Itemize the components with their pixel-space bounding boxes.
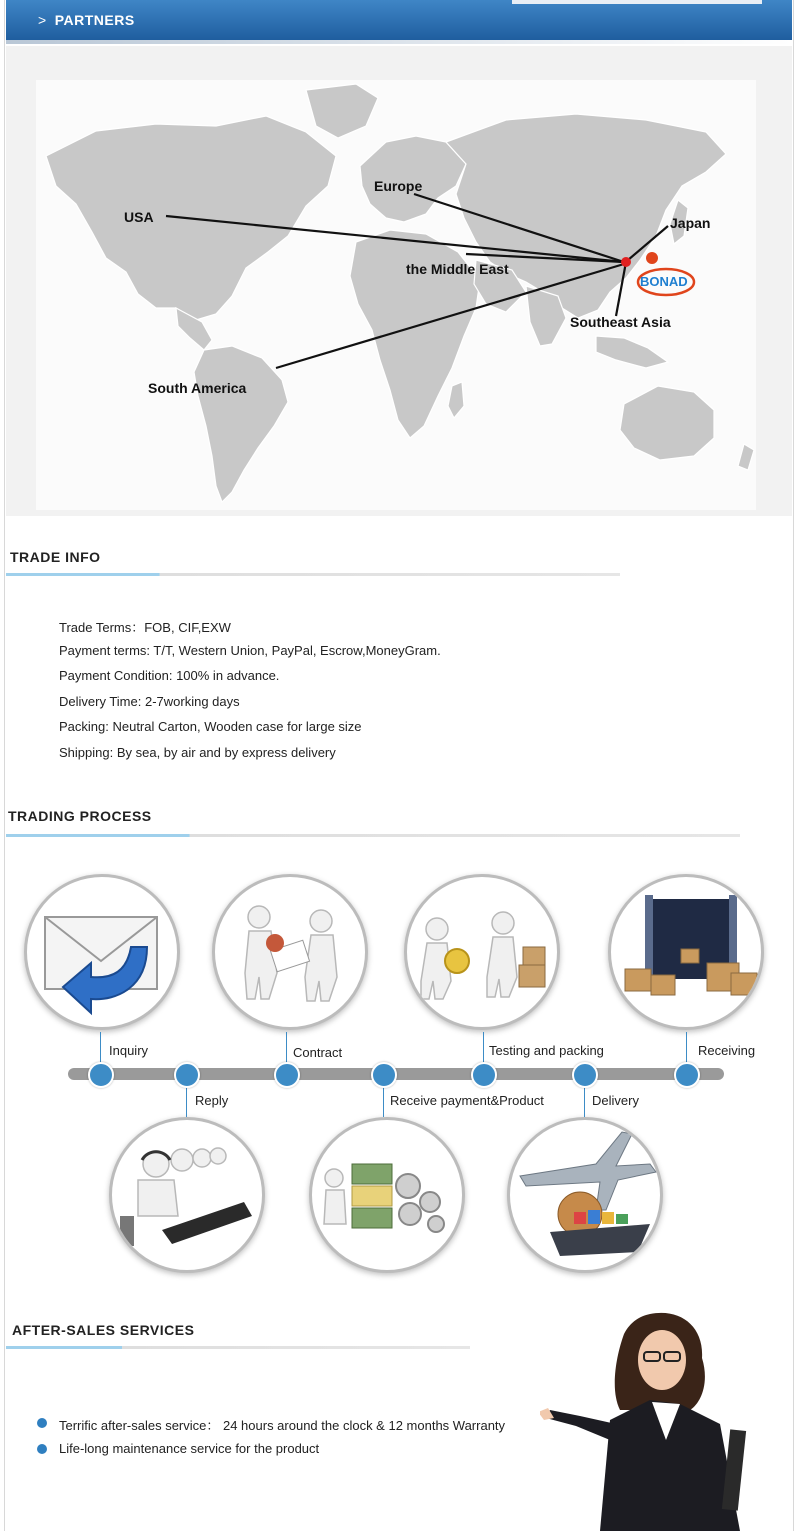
step-dot-payment	[371, 1062, 397, 1088]
continent-south-america	[194, 346, 288, 502]
figures-testing-icon	[421, 912, 517, 999]
delivery-time-line: Delivery Time: 2-7working days	[59, 694, 240, 709]
step-dot-inquiry	[88, 1062, 114, 1088]
region-japan: Japan	[670, 215, 711, 231]
continent-australia	[620, 386, 714, 460]
businesswoman-image	[540, 1300, 770, 1531]
step-label-delivery: Delivery	[592, 1093, 639, 1108]
step-dot-contract	[274, 1062, 300, 1088]
testing-packing-image	[404, 874, 560, 1030]
trading-process-title: TRADING PROCESS	[8, 808, 152, 824]
reply-image	[109, 1117, 265, 1273]
bullet-icon	[37, 1418, 47, 1428]
brand-logo: BONAD	[640, 274, 688, 289]
after-sales-line-1: Terrific after-sales service： 24 hours around the clock & 12 months Warranty	[59, 1418, 506, 1433]
islands-southeast-asia	[596, 336, 668, 368]
region-south-america: South America	[148, 380, 247, 396]
chevron-right-icon: >	[38, 12, 47, 28]
banner-tab-strip	[512, 0, 762, 4]
step-label-reply: Reply	[195, 1093, 229, 1108]
region-middle-east: the Middle East	[406, 261, 509, 277]
payment-terms-line: Payment terms: T/T, Western Union, PayPal, Escrow,MoneyGram.	[59, 643, 441, 658]
payment-condition-line: Payment Condition: 100% in advance.	[59, 668, 280, 683]
island-new-zealand	[738, 444, 754, 470]
trade-info-rule	[6, 573, 620, 576]
hub-dot-icon	[621, 257, 631, 267]
world-map	[6, 46, 792, 516]
bullet-icon	[37, 1444, 47, 1454]
partners-banner	[6, 0, 792, 40]
contract-image	[212, 874, 368, 1030]
after-sales-title: AFTER-SALES SERVICES	[12, 1322, 195, 1338]
money-stack-icon	[352, 1164, 392, 1228]
step-label-receiving: Receiving	[698, 1043, 756, 1058]
step-dot-delivery	[572, 1062, 598, 1088]
shipping-line: Shipping: By sea, by air and by express delivery	[59, 745, 336, 760]
world-map-svg	[6, 46, 792, 516]
continent-madagascar	[448, 382, 464, 418]
arm-icon	[546, 1410, 616, 1440]
region-usa: USA	[124, 209, 154, 225]
trading-process-rule	[6, 834, 740, 837]
trade-info-title: TRADE INFO	[10, 549, 101, 565]
seal-icon	[266, 934, 284, 952]
step-dot-reply	[174, 1062, 200, 1088]
inquiry-image	[24, 874, 180, 1030]
call-center-icon	[138, 1148, 226, 1216]
banner-underline	[6, 40, 792, 44]
step-label-payment: Receive payment&Product	[390, 1093, 544, 1108]
magnifier-icon	[445, 949, 469, 973]
after-sales-line-2: Life-long maintenance service for the product	[59, 1441, 320, 1456]
receiving-image	[608, 874, 764, 1030]
logo-dot-icon	[646, 252, 658, 264]
partners-title	[38, 12, 135, 28]
region-europe: Europe	[374, 178, 423, 194]
packing-line: Packing: Neutral Carton, Wooden case for large size	[59, 719, 362, 734]
gears-icon	[396, 1174, 444, 1232]
region-southeast-asia: Southeast Asia	[570, 314, 671, 330]
continent-greenland	[306, 84, 378, 138]
payment-image	[309, 1117, 465, 1273]
delivery-image	[507, 1117, 663, 1273]
step-dot-testing	[471, 1062, 497, 1088]
after-sales-rule	[6, 1346, 470, 1349]
trade-terms-line: Trade Terms：FOB, CIF,EXW	[59, 620, 231, 635]
box-stack-icon	[523, 947, 545, 965]
step-label-contract: Contract	[293, 1045, 343, 1060]
step-dot-receiving	[674, 1062, 700, 1088]
partners-title-text: PARTNERS	[54, 12, 135, 28]
step-label-testing: Testing and packing	[489, 1043, 604, 1058]
step-label-inquiry: Inquiry	[109, 1043, 149, 1058]
